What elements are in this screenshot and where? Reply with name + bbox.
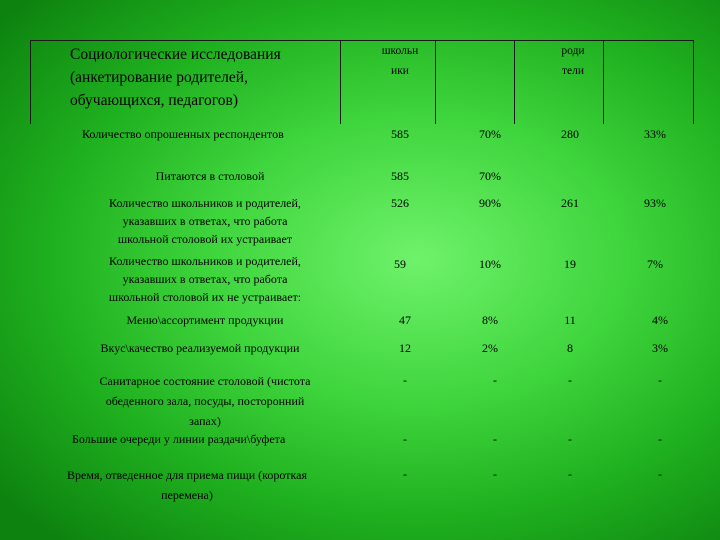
row-label-menu: Меню\ассортимент продукции [126,313,284,327]
cell-students-count: 585 [391,169,409,183]
column-header-parents: роди тели [561,45,585,77]
cell-parents-percent: 3% [652,341,668,355]
cell-students-percent: - [493,373,497,387]
cell-students-count: 526 [391,196,409,210]
row-label-not-satisfied: Количество школьников и родителей, указавших в ответах, что работа школьной столовой их не устраивает: [108,254,302,304]
cell-parents-count: - [568,373,572,387]
cell-students-count: 59 [394,257,406,271]
cell-students-percent: - [493,467,497,481]
table-border-right [693,40,694,124]
cell-parents-percent: 4% [652,313,668,327]
column-header-students: школьн ики [381,45,419,77]
cell-students-percent: 2% [482,341,498,355]
cell-students-percent: 8% [482,313,498,327]
cell-students-percent: - [493,432,497,446]
cell-parents-count: 280 [561,127,579,141]
cell-parents-count: 8 [567,341,573,355]
row-label-surveyed: Количество опрошенных респондентов [82,127,284,141]
row-label-satisfied: Количество школьников и родителей, указавших в ответах, что работа школьной столовой их устраивает [109,196,301,246]
cell-parents-count: 19 [564,257,576,271]
cell-students-percent: 70% [479,127,501,141]
cell-parents-percent: - [658,432,662,446]
row-label-time: Время, отведенное для приема пищи (короткая перемена) [67,468,307,502]
cell-parents-count: 261 [561,196,579,210]
table-border-top [30,40,694,41]
cell-parents-percent: - [658,373,662,387]
table-divider [603,40,604,124]
cell-students-count: 47 [399,313,411,327]
table-divider [514,40,515,124]
cell-students-count: 12 [399,341,411,355]
header-title-line: обучающихся, педагогов) [70,92,239,109]
table-divider [435,40,436,124]
header-title-line: Социологические исследования [70,46,281,63]
cell-students-count: - [403,373,407,387]
cell-parents-percent: 7% [647,257,663,271]
cell-students-percent: 70% [479,169,501,183]
row-label-sanitary: Санитарное состояние столовой (чистота обеденного зала, посуды, посторонний запах) [99,374,311,428]
cell-parents-count: - [568,467,572,481]
cell-parents-percent: 93% [644,196,666,210]
cell-parents-count: - [568,432,572,446]
table-border-left [30,40,31,124]
cell-students-count: 585 [391,127,409,141]
cell-students-percent: 10% [479,257,501,271]
table-header-title [70,43,281,112]
cell-parents-percent: - [658,467,662,481]
row-label-taste: Вкус\качество реализуемой продукции [100,341,300,355]
cell-parents-count: 11 [564,313,576,327]
row-label-queues: Большие очереди у линии раздачи\буфета [72,432,286,446]
cell-students-percent: 90% [479,196,501,210]
table-divider [340,40,341,124]
cell-students-count: - [403,432,407,446]
cell-students-count: - [403,467,407,481]
cell-parents-percent: 33% [644,127,666,141]
header-title-line: (анкетирование родителей, [70,69,248,86]
row-label-eat: Питаются в столовой [155,169,265,183]
